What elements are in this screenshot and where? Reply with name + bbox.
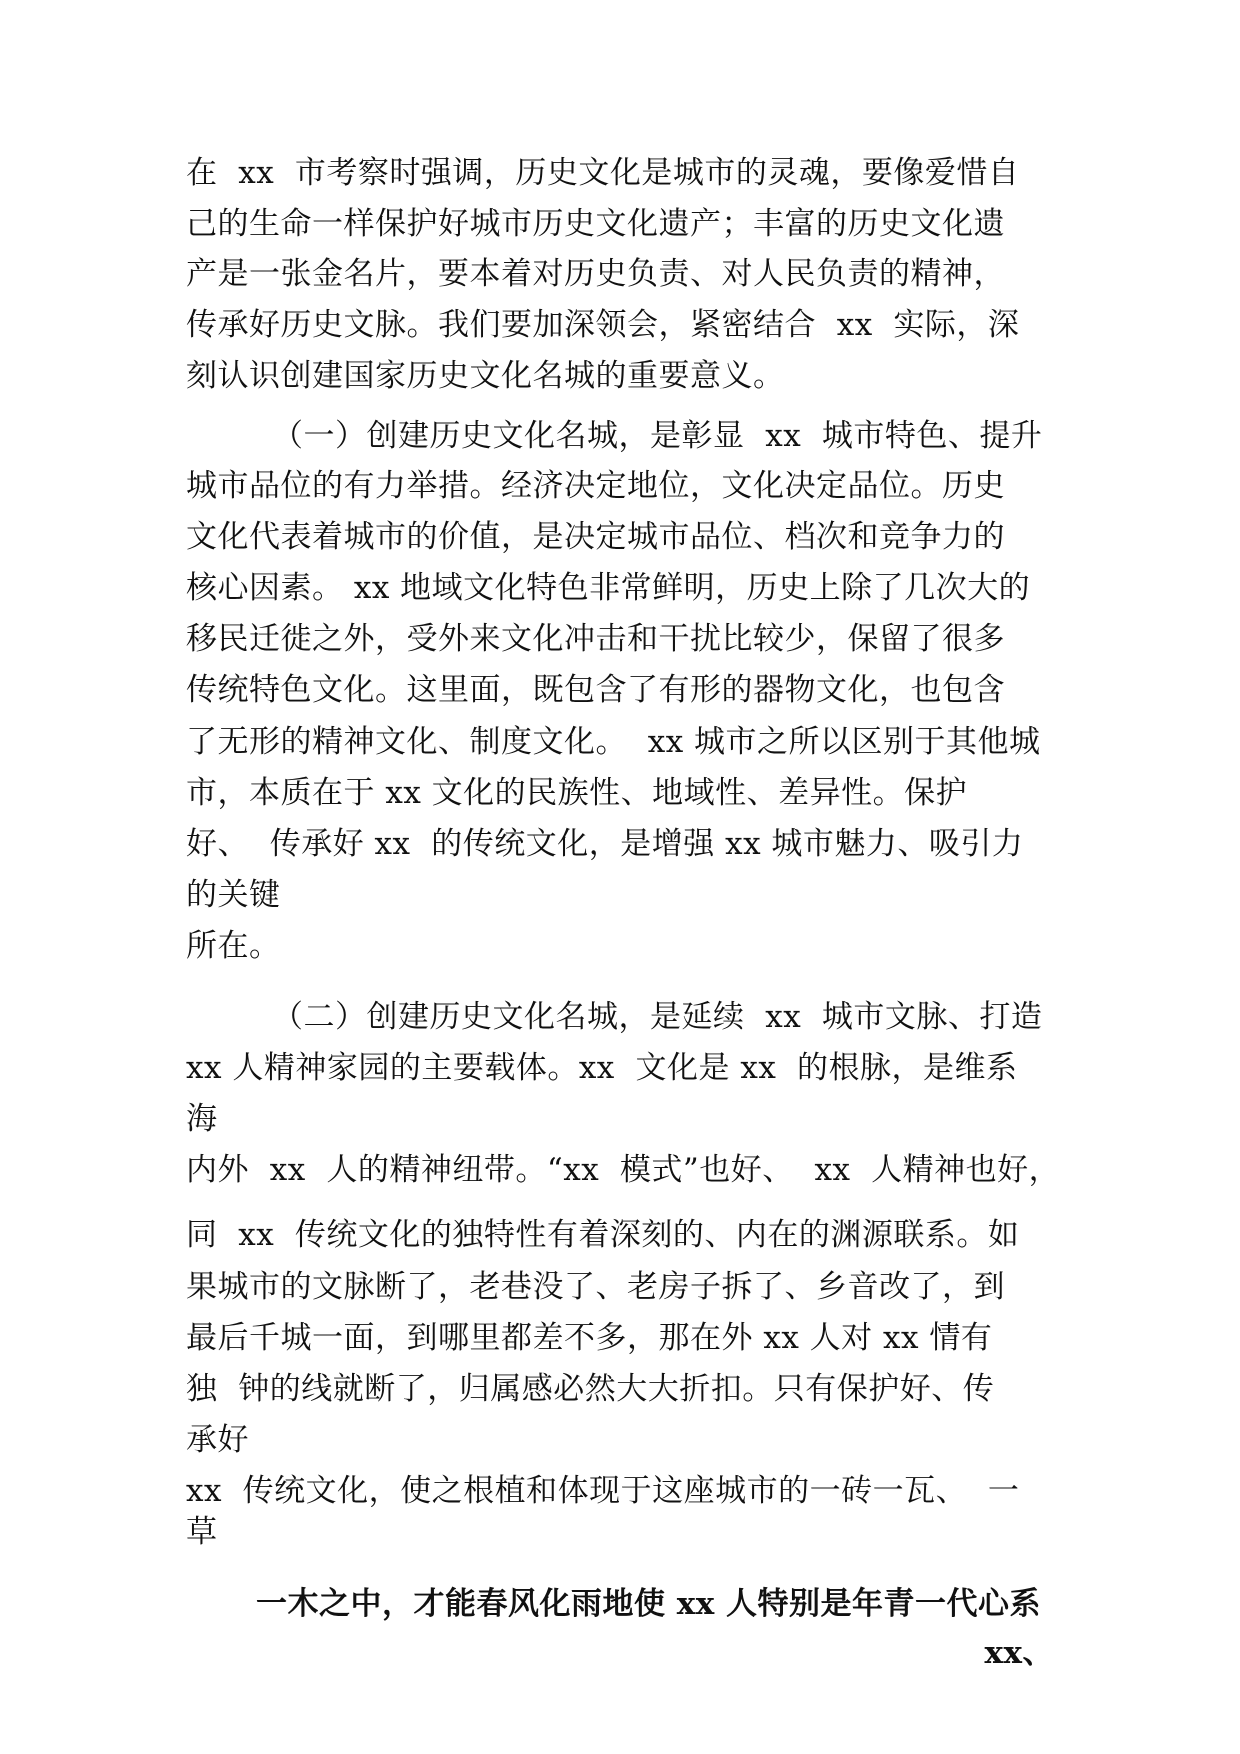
text-line: 果城市的文脉断了，老巷没了、老房子拆了、乡音改了，到: [186, 1269, 1005, 1305]
text-line: 内外 xx 人的精神纽带。“xx 模式”也好、 xx 人精神也好，: [186, 1152, 1061, 1188]
text-line: 传承好历史文脉。我们要加深领会，紧密结合 xx 实际，深: [186, 307, 1020, 343]
text-line: 城市品位的有力举措。经济决定地位，文化决定品位。历史: [186, 468, 1005, 504]
text-line: 产是一张金名片，要本着对历史负责、对人民负责的精神，: [186, 256, 1005, 292]
text-line: 移民迁徙之外，受外来文化冲击和干扰比较少，保留了很多: [186, 621, 1005, 657]
text-line: 核心因素。 xx 地域文化特色非常鲜明，历史上除了几次大的: [186, 570, 1031, 606]
text-line: 海: [186, 1101, 218, 1137]
text-line: xx 传统文化，使之根植和体现于这座城市的一砖一瓦、 一: [186, 1473, 1020, 1509]
bold-text-line: 一木之中，才能春风化雨地使 xx 人特别是年青一代心系: [256, 1586, 1042, 1622]
text-line: 市，本质在于 xx 文化的民族性、地域性、差异性。保护: [186, 775, 968, 811]
text-line: 传统特色文化。这里面，既包含了有形的器物文化，也包含: [186, 672, 1005, 708]
text-line: 己的生命一样保护好城市历史文化遗产；丰富的历史文化遗: [186, 206, 1005, 242]
text-line: 文化代表着城市的价值，是决定城市品位、档次和竞争力的: [186, 519, 1005, 555]
text-line: 好、 传承好 xx 的传统文化，是增强 xx 城市魅力、吸引力: [186, 826, 1024, 862]
text-line: 最后千城一面，到哪里都差不多，那在外 xx 人对 xx 情有: [186, 1320, 993, 1356]
text-line: 刻认识创建国家历史文化名城的重要意义。: [186, 358, 785, 394]
text-line: 同 xx 传统文化的独特性有着深刻的、内在的渊源联系。如: [186, 1217, 1020, 1253]
text-line: 的关键: [186, 877, 281, 913]
paragraph-two-start: （二）创建历史文化名城，是延续 xx 城市文脉、打造: [272, 999, 1043, 1035]
text-line: 草: [186, 1514, 218, 1550]
bold-text-line-end: xx、: [984, 1635, 1054, 1671]
paragraph-one-start: （一）创建历史文化名城，是彰显 xx 城市特色、提升: [272, 418, 1043, 454]
text-line: 独 钟的线就断了，归属感必然大大折扣。只有保护好、传: [186, 1371, 995, 1407]
text-line: xx 人精神家园的主要载体。xx 文化是 xx 的根脉，是维系: [186, 1050, 1018, 1086]
text-line: 在 xx 市考察时强调，历史文化是城市的灵魂，要像爱惜自: [186, 155, 1020, 191]
text-line: 所在。: [186, 928, 281, 964]
text-line: 了无形的精神文化、制度文化。 xx 城市之所以区别于其他城: [186, 724, 1041, 760]
text-line: 承好: [186, 1422, 249, 1458]
